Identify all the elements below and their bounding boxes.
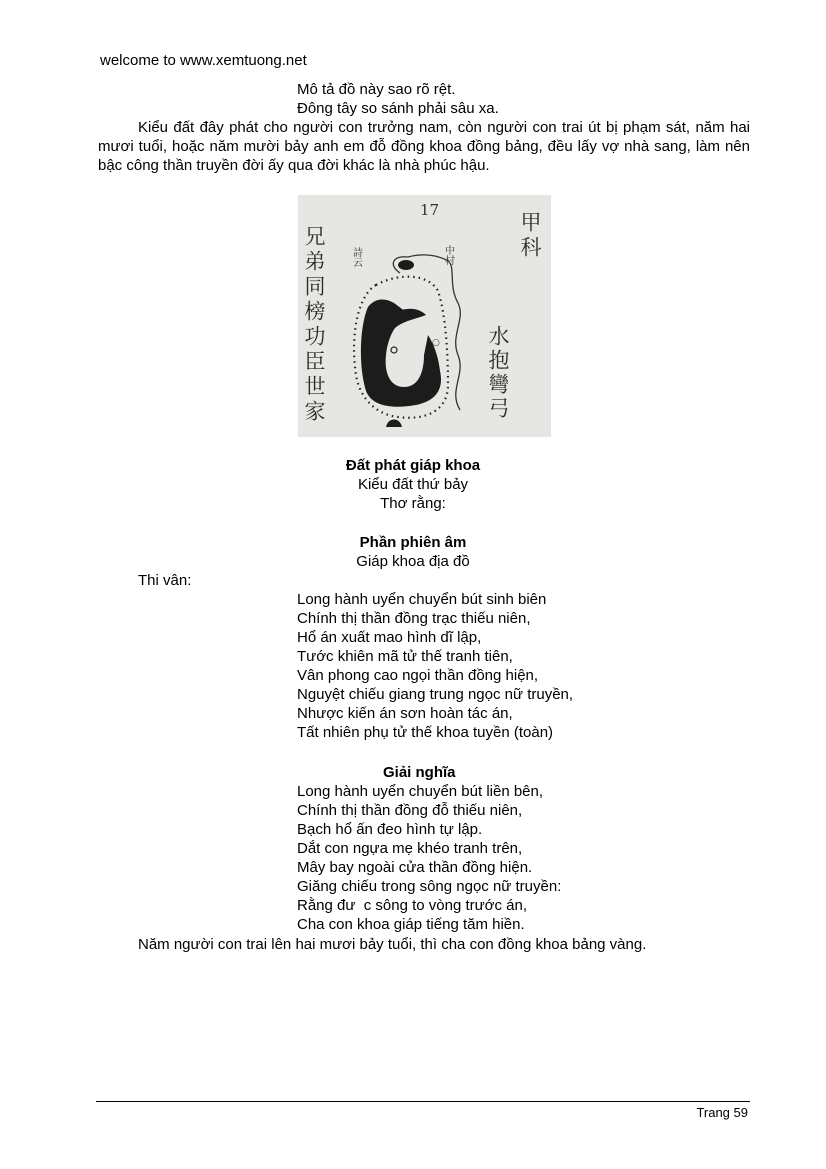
right-column-top-text: 甲科 xyxy=(518,211,542,261)
section-subtitle: Kiểu đất thứ bảy xyxy=(357,476,469,493)
footer-divider xyxy=(96,1101,750,1102)
label-left-text: 詩云 xyxy=(350,247,362,267)
intro-verse-line-1: Mô tả đồ này sao rõ rệt. xyxy=(297,81,456,98)
poem-intro: Thơ rằng: xyxy=(380,495,446,512)
thi-van-label: Thi vân: xyxy=(138,572,192,589)
top-mark-text: 17 xyxy=(420,201,440,219)
top-peak-mark xyxy=(398,260,414,270)
poem-line: Cha con khoa giáp tiếng tăm hiền. xyxy=(297,916,525,933)
poem-line: Rằng đư c sông to vòng trước án, xyxy=(297,897,528,914)
site-header: welcome to www.xemtuong.net xyxy=(100,52,307,69)
poem-line: Chính thị thần đồng đỗ thiếu niên, xyxy=(297,802,523,819)
feng-shui-diagram xyxy=(298,195,551,437)
poem-line: Long hành uyển chuyển bút sinh biên xyxy=(297,591,547,608)
poem-line: Tước khiên mã tử thế tranh tiên, xyxy=(297,648,513,665)
left-column-text: 兄弟同榜功臣世家 xyxy=(302,225,326,425)
poem-line: Giăng chiếu trong sông ngọc nữ truyền: xyxy=(297,878,562,895)
closing-sentence: Năm người con trai lên hai mươi bảy tuổi, thì cha con đồng khoa bảng vàng. xyxy=(138,936,647,953)
label-middle-text: 中村 xyxy=(442,245,454,265)
section-title: Đất phát giáp khoa xyxy=(345,457,481,474)
poem-line: Mây bay ngoài cửa thần đồng hiện. xyxy=(297,859,533,876)
poem-line: Hổ án xuất mao hình dĩ lập, xyxy=(297,629,482,646)
diagram-drawing xyxy=(298,195,551,437)
poem-line: Nhược kiến án sơn hoàn tác án, xyxy=(297,705,513,722)
poem-line: Tất nhiên phụ tử thế khoa tuyền (toàn) xyxy=(297,724,554,741)
poem-line: Chính thị thần đồng trạc thiếu niên, xyxy=(297,610,531,627)
poem-line: Bạch hổ ấn đeo hình tự lập. xyxy=(297,821,483,838)
meaning-poem xyxy=(297,782,561,934)
page-number: Trang 59 xyxy=(696,1105,748,1120)
phonetic-heading: Phần phiên âm xyxy=(359,534,467,551)
right-column-bottom-text: 水抱彎弓 xyxy=(486,325,510,421)
inner-mark: ○ xyxy=(432,338,440,348)
poem-line: Dắt con ngựa mẹ khéo tranh trên, xyxy=(297,840,523,857)
intro-paragraph: Kiểu đất đây phát cho người con trưởng nam, còn người con trai út bị phạm sát, năm hai mươi tuổi, hoặc năm mười bảy anh em đỗ đồng khoa đồng bảng, đều lấy vợ nhà sang, làm nên bậc công thần truyền đời ấy qua đời khác là nhà phúc hậu. xyxy=(98,119,750,174)
poem-line: Vân phong cao ngọi thần đồng hiện, xyxy=(297,667,539,684)
phonetic-poem xyxy=(297,590,573,742)
intro-verse-line-2: Đông tây so sánh phải sâu xa. xyxy=(297,100,499,117)
meaning-heading: Giải nghĩa xyxy=(383,764,456,781)
phonetic-subheading: Giáp khoa địa đồ xyxy=(356,553,470,570)
poem-line: Long hành uyển chuyển bút liền bên, xyxy=(297,783,544,800)
poem-line: Nguyệt chiếu giang trung ngọc nữ truyền, xyxy=(297,686,574,703)
